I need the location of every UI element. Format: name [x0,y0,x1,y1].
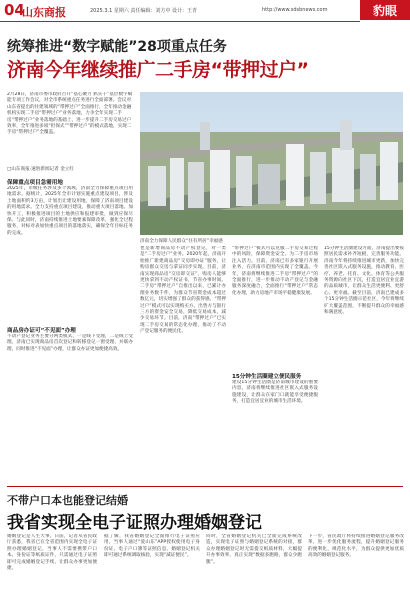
article2-column-3: 同时，全省婚姻登记机关已全面完成系统改造，实现电子证照与婚姻登记系统的对接，群众办理婚姻登记时无需提交纸质材料，大幅提升办事效率，真正实现“数据多跑路，群众少跑腿”。 [206,534,302,565]
article1-headline: 济南今年继续推广二手房“带押过户” [7,59,309,81]
article2-column-4: 下一步，省民政厅将持续推进婚姻登记服务改革，进一步优化服务流程，提升婚姻登记服务的便利化、规范化水平，为群众提供更加优质高效的婚姻登记服务。 [308,534,404,559]
newspaper-name: 山东商报 [22,6,66,19]
subheading-certificate: 商品房办证可“不见面”办理 [7,328,76,334]
article1-kicker: 统筹推进“数字赋能”28项重点任务 [7,39,227,55]
website-url[interactable]: http://www.sdsbnews.com [262,7,328,13]
section-divider [7,486,403,487]
article1-column-2: 也是新增商品房不动产权登记，对一类是“二手房过户”业务。2020年起，济南开始推广新建商品房“交房即办证”服务，让购房群众交房与拿证同步实现。目前，济南实现商品房“交房即交证”，购房人能够更快拿到不动产权证书，节省办事时间。二手房“带押过户”自推出以来，已累计办理业务数千件，为群众节省资金成本超过数亿元，切实增强了群众的获得感。“带押过户”模式可以实现购买方、出售方与银行三方的资金安全交易，降低交易成本，减少交易环节。目前，济南“带押过户”已实现二手房交易的常态化办理，推动了不动产登记服务的便民化。 [140,246,226,335]
page-number: 04 [4,1,25,19]
article1-column-1: 2025年，市级任务涉及多个领域，济南全力保障重点项目用地需求。据统计，2025年全市计划实施重点建设项目，涉及土地面积约3万亩，计划出让建设用地，保障了济南项目建设的用地需求。全力支持重点项目建设，推动重大项目落地、加快开工，积极推进项目的土地供应和报建审批，做到应保尽保。与此同时，济南持续推进土地要素保障改革，强化全过程服务，对标对表加快重点项目的落地落实，确保全年目标任务的完成。 [7,186,133,236]
subheading-living-circle: 15分钟生活圈建立便民服务 [232,374,302,380]
city-aerial-photo [140,92,403,235]
masthead [0,0,410,22]
article1-column-3b: 建设15分钟生活圈是济南城市建设的重要内容，济南将继续推进社区嵌入式服务设施建设，让群众在家门口就能享受便捷服务，打造宜居宜业的城市生活环境。 [232,380,318,405]
date-line: 2025.3.1 星期六 责任编辑：刘方中 设计：王青 [90,8,198,14]
subheading-land: 保障重点项目急需用地 [7,180,63,186]
top-rule [0,21,360,22]
article2-column-2: 据了解，我省婚姻登记全面推行电子证照应用，当事人通过“爱山东”APP授权使用电子身份证、电子户口簿等证照信息，婚姻登记机关即可通过系统调取核验，实现“减证便民”。 [104,534,200,559]
article2-headline: 我省实现全电子证照办理婚姻登记 [7,513,262,533]
article1-lead: 2月28日，济南市委市政府召开“基心聚力 抓实干”基层数字赋能专项工作会议，对全市系统重点任务进行全面部署。会议对山东省提出的住建领域的“带押过户”全面推行，全年推动金融机构实现二手房“带押过户”业务落地，力争全年实现二手房“带押过户”业务落地的基础上，进一步提升二手房交易过户效率，全年推进多项“担保式”“带押过户”的模式落地，实现二手房“带押过户”全覆盖。 [7,92,133,136]
photo-caption: 济南全力保障人民群众“住有所居”幸福感 [140,239,223,244]
article1-column-1b: 不动产登记业务主要分两类模式，一是线下受理，二是线上受理。济南已实现商品房首次登记和转移登记一窗受理、并联办理，同时推进“不见面”办理，让群众办证更加便捷高效。 [7,334,133,352]
article1-credit: □山东商报·速豹新闻记者 金立红 [7,167,74,172]
article1-column-4: 15分钟生活圈建设方面，济南提出要按照居民需求补齐短板，完善服务功能。济南今年将持续推进城市更新，加快完善社区嵌入式服务设施，推动教育、医疗、养老、托育、文化、体育等公共服务资源向社区下沉，打造宜居宜业宜游的品质城市，让群众生活更便利、更舒心、更幸福。截至目前，济南已建成多个15分钟生活圈示范社区，今年将继续扩大覆盖范围，不断提升群众的幸福感和满意度。 [324,246,404,316]
article2-kicker: 不带户口本也能登记结婚 [7,494,128,507]
city-aerial-illustration [140,92,403,235]
article2-column-1: 婚姻登记是人生大事。日前，记者从省民政厅获悉，我省已在全省范围内实现全电子证照办理婚姻登记，当事人不需要携带户口本、身份证等纸质证件，只需通过电子证照即可完成婚姻登记手续，让群众办事更加便捷。 [7,534,97,572]
section-tag: 豹眼 [360,0,410,20]
article1-column-3: “带押过户”模式可以克服二手房交易过程中的风险，保障资金安全，为二手房市场注入活力。目前，济南已有多家银行开展业务，在济南市范围内实现了全覆盖。今年，济南将继续推进二手房“带押过户”的全面推行，进一步推动不动产登记与金融服务深度融合，全面推行“带押过户”常态化办理，助力房地产市场平稳健康发展。 [232,246,318,296]
